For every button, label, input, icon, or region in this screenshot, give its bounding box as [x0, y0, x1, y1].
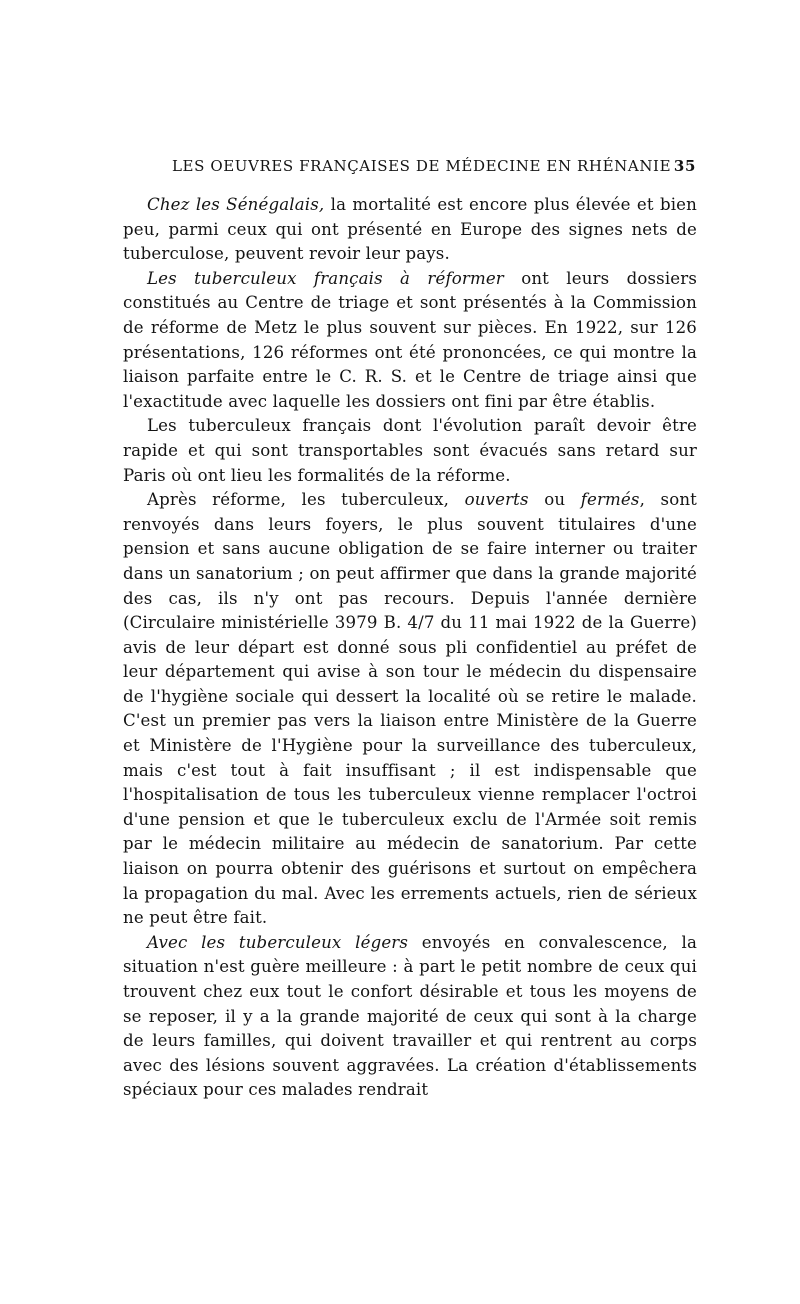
- paragraph-evacuation-paris: [123, 414, 697, 488]
- paragraph-text-after: , sont renvoyés dans leurs foyers, le plus souvent titulaires d'une pension et sans aucune obligation de se faire interner ou traiter dans un sanatorium ; on peut affirmer que dans la grande majorité des cas, ils n'y ont pas recours. Depuis l'année dernière (Circulaire ministérielle 3979 B. 4/7 du 11 mai 1922 de la Guerre) avis de leur départ est donné sous pli confidentiel au préfet de leur département qui avise à son tour le médecin du dispensaire de l'hygiène sociale qui dessert la localité où se retire le malade. C'est un premier pas vers la liaison entre Ministère de la Guerre et Ministère de l'Hygiène pour la surveillance des tuberculeux, mais c'est tout à fait insuffisant ; il est indispensable que l'hospitalisation de tous les tuberculeux vienne remplacer l'octroi d'une pension et que le tuberculeux exclu de l'Armée soit remis par le médecin militaire au médecin de sanatorium. Par cette liaison on pourra obtenir des guérisons et surtout on empêchera la propagation du mal. Avec les errements actuels, rien de sérieux ne peut être fait.: [123, 490, 697, 928]
- running-head: [172, 157, 696, 181]
- paragraph-lead-italic: Les tuberculeux français à réformer: [147, 268, 504, 288]
- body-text: [123, 193, 697, 1103]
- paragraph-lead-italic: Avec les tuberculeux légers: [147, 932, 409, 952]
- paragraph-text: Les tuberculeux français dont l'évolution paraît devoir être rapide et qui sont transportables sont évacués sans retard sur Paris où ont lieu les formalités de la réforme.: [123, 416, 697, 485]
- paragraph-senegalais: [123, 193, 697, 267]
- paragraph-tuberculeux-legers: [123, 931, 697, 1103]
- paragraph-text-middle: ou: [528, 490, 581, 510]
- page-number: 35: [673, 157, 696, 175]
- italic-ouverts: ouverts: [464, 490, 529, 510]
- paragraph-text-before: Après réforme, les tuberculeux,: [147, 490, 465, 510]
- paragraph-text: ont leurs dossiers constitués au Centre de triage et sont présentés à la Commission de réforme de Metz le plus souvent sur pièces. En 1922, sur 126 présentations, 126 réformes ont été prononcées, ce qui montre la liaison parfaite entre le C. R. S. et le Centre de triage ainsi que l'exactitude avec laquelle les dossiers ont fini par être établis.: [123, 268, 697, 411]
- paragraph-lead-italic: Chez les Sénégalais,: [147, 195, 325, 214]
- running-head-title: LES OEUVRES FRANÇAISES DE MÉDECINE EN RHÉNANIE: [172, 157, 672, 175]
- paragraph-text: envoyés en convalescence, la situation n'est guère meilleure : à part le petit nombre de ceux qui trouvent chez eux tout le confort désirable et tous les moyens de se reposer, il y a la grande majorité de ceux qui sont à la charge de leurs familles, qui doivent travailler et qui rentrent au corps avec des lésions souvent aggravées. La création d'établissements spéciaux pour ces malades rendrait: [123, 932, 697, 1100]
- paragraph-apres-reforme: [123, 488, 697, 931]
- paragraph-tuberculeux-a-reformer: [123, 267, 697, 415]
- paragraph-text: la mortalité est encore plus élevée et bien peu, parmi ceux qui ont présenté en Europe des signes nets de tuberculose, peuvent revoir leur pays.: [123, 195, 697, 264]
- italic-fermes: fermés: [580, 490, 640, 510]
